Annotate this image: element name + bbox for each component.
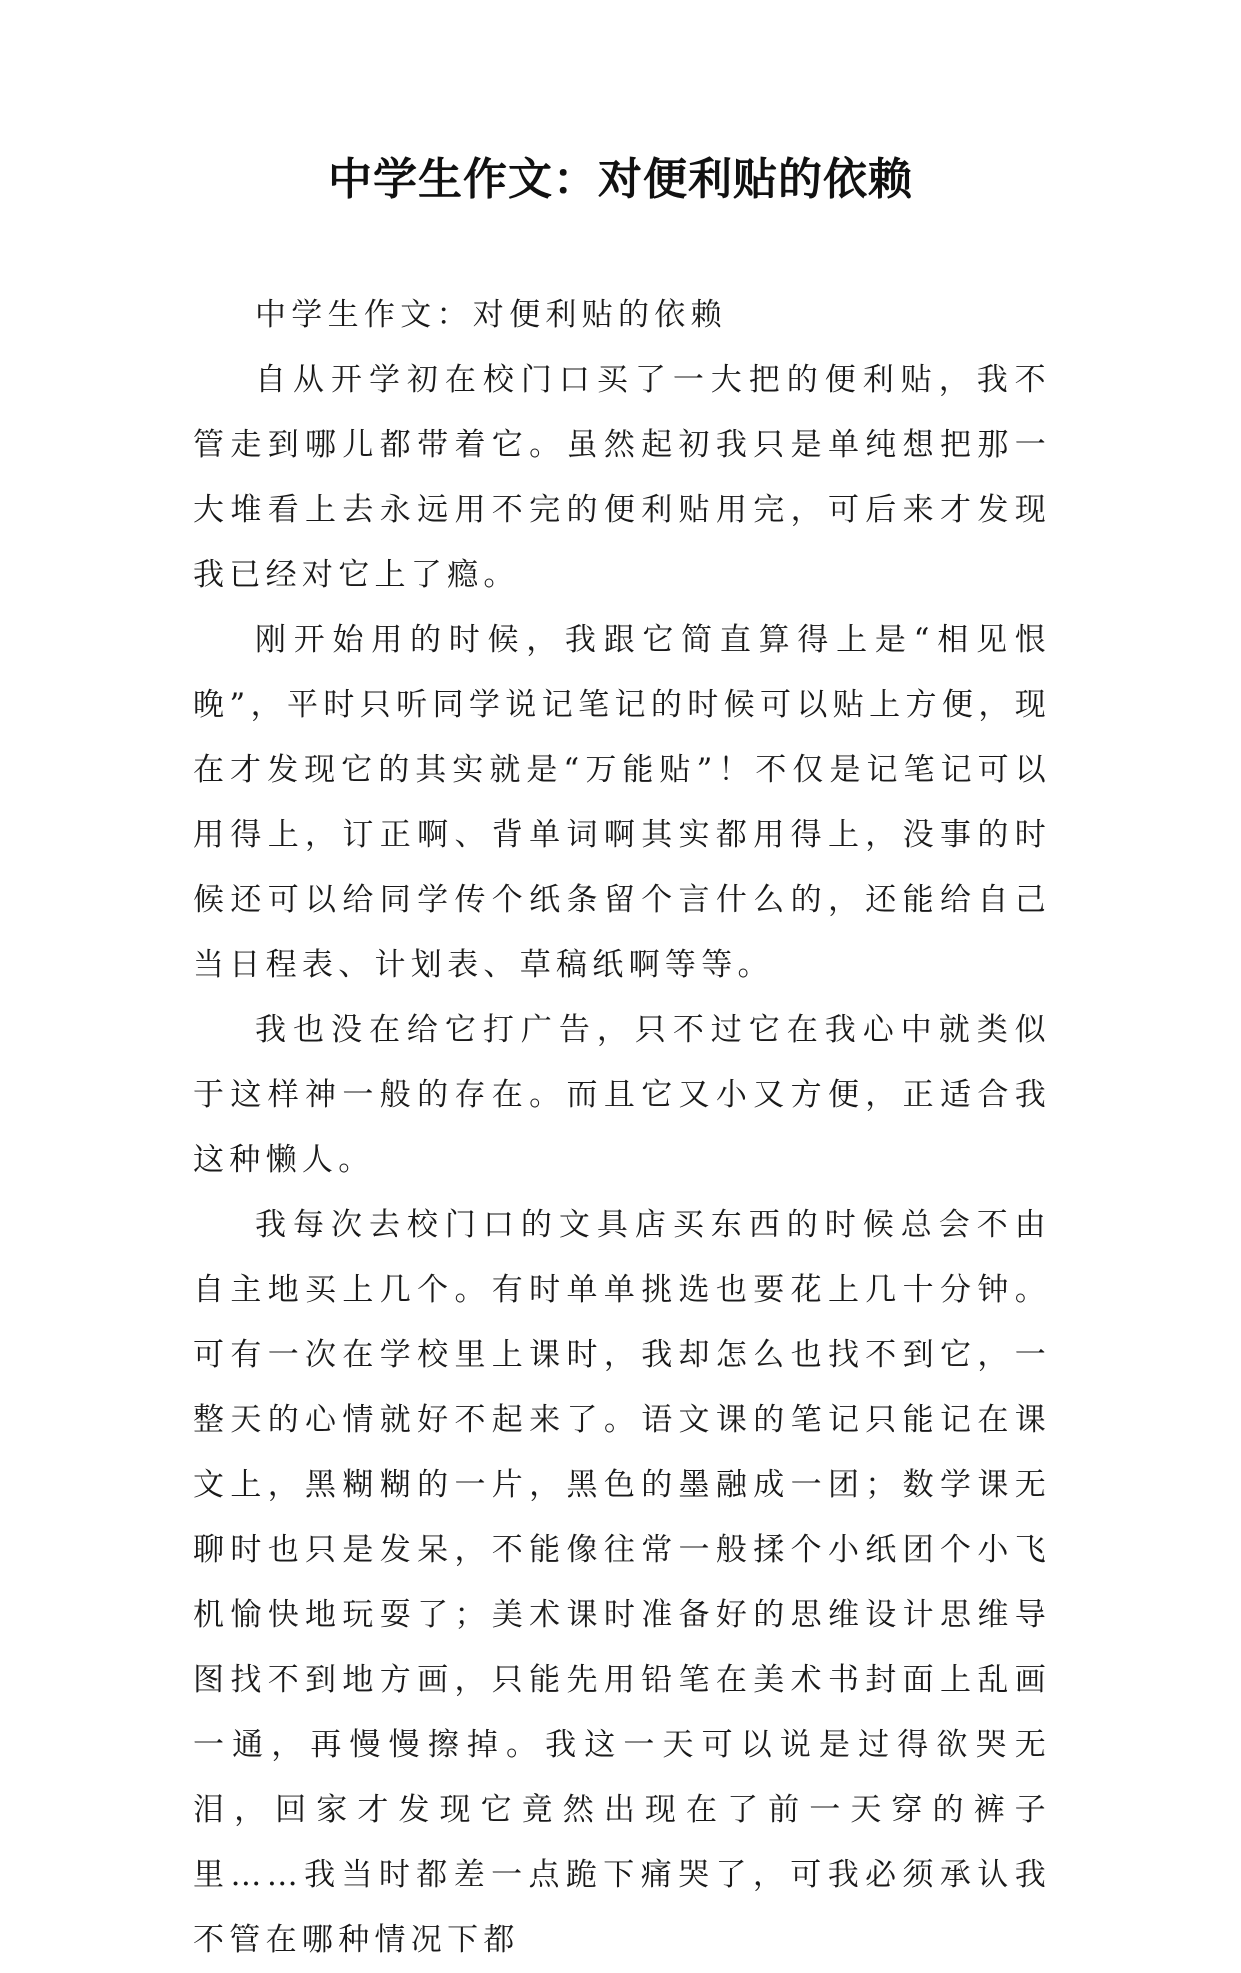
document-body: [193, 283, 1051, 1973]
document-title: 中学生作文：对便利贴的依赖: [328, 154, 913, 205]
paragraph-3: 我也没在给它打广告，只不过它在我心中就类似于这样神一般的存在。而且它又小又方便，正适合我这种懒人。: [193, 1012, 1051, 1178]
paragraph-subtitle: 中学生作文：对便利贴的依赖: [255, 297, 727, 333]
paragraph-4: 我每次去校门口的文具店买东西的时候总会不由自主地买上几个。有时单单挑选也要花上几十分钟。可有一次在学校里上课时，我却怎么也找不到它，一整天的心情就好不起来了。语文课的笔记只能记在课文上，黑糊糊的一片，黑色的墨融成一团；数学课无聊时也只是发呆，不能像往常一般揉个小纸团个小飞机愉快地玩耍了；美术课时准备好的思维设计思维导图找不到地方画，只能先用铅笔在美术书封面上乱画一通，再慢慢擦掉。我这一天可以说是过得欲哭无泪，回家才发现它竟然出现在了前一天穿的裤子里……我当时都差一点跪下痛哭了，可我必须承认我不管在哪种情况下都: [193, 1207, 1051, 1958]
paragraph-1: 自从开学初在校门口买了一大把的便利贴，我不管走到哪儿都带着它。虽然起初我只是单纯想把那一大堆看上去永远用不完的便利贴用完，可后来才发现我已经对它上了瘾。: [193, 362, 1051, 593]
paragraph-2: 刚开始用的时候，我跟它简直算得上是“相见恨晚”，平时只听同学说记笔记的时候可以贴上方便，现在才发现它的其实就是“万能贴”！不仅是记笔记可以用得上，订正啊、背单词啊其实都用得上，没事的时候还可以给同学传个纸条留个言什么的，还能给自己当日程表、计划表、草稿纸啊等等。: [193, 622, 1051, 983]
